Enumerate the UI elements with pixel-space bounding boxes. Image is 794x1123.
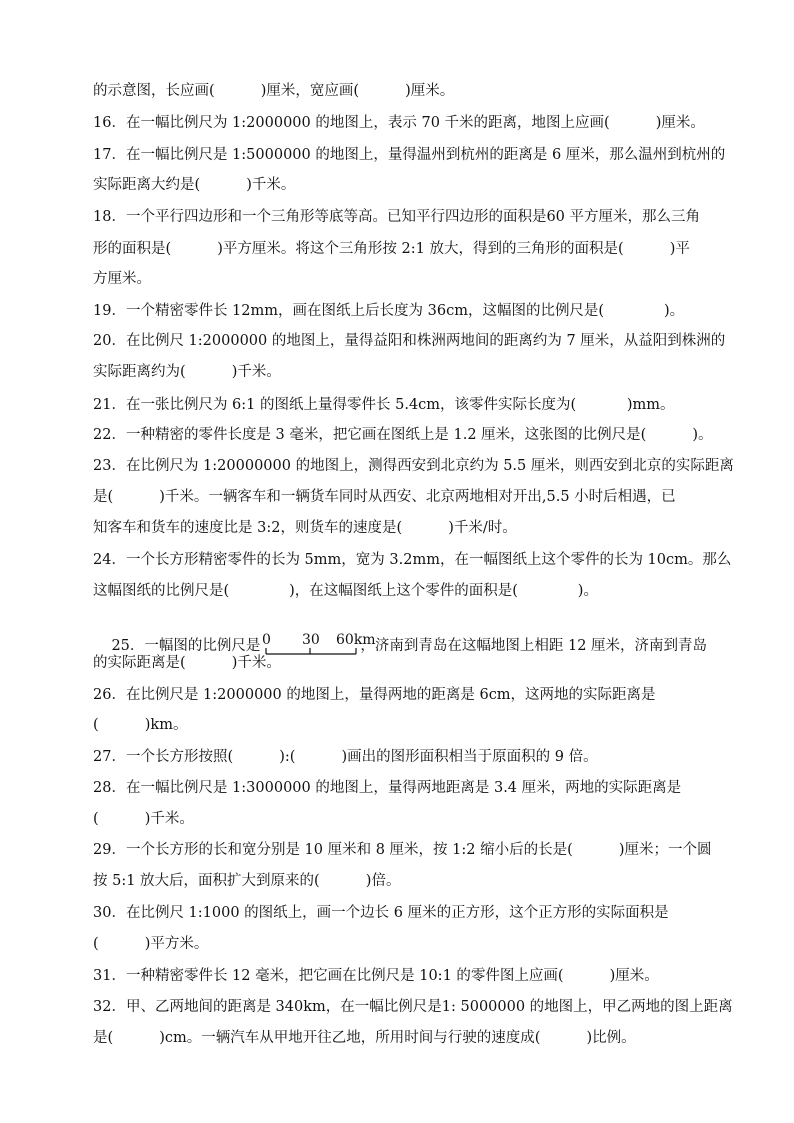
text-line: ( )千米。 bbox=[93, 811, 194, 827]
text-line: 按 5:1 放大后，面积扩大到原来的( )倍。 bbox=[93, 873, 401, 889]
question-32: 32．甲、乙两地间的距离是 340km，在一幅比例尺是1: 5000000 的地图上，甲乙两地的图上距离 bbox=[93, 999, 733, 1015]
text-line: 这幅图纸的比例尺是( )，在这幅图纸上这个零件的面积是( )。 bbox=[93, 583, 598, 599]
question-19: 19．一个精密零件长 12mm，画在图纸上后长度为 36cm，这幅图的比例尺是( )。 bbox=[93, 303, 685, 319]
text-line: 知客车和货车的速度比是 3:2，则货车的速度是( )千米/时。 bbox=[93, 520, 517, 536]
q25-suffix: ，济南到青岛在这幅地图上相距 12 厘米，济南到青岛 bbox=[360, 637, 708, 654]
text-line: 的示意图，长应画( )厘米，宽应画( )厘米。 bbox=[93, 83, 455, 99]
text-line: ( )km。 bbox=[93, 717, 188, 733]
text-line: 形的面积是( )平方厘米。将这个三角形按 2:1 放大，得到的三角形的面积是( )平 bbox=[93, 241, 690, 257]
question-20: 20．在比例尺 1:2000000 的地图上，量得益阳和株洲两地间的距离约为 7 厘米，从益阳到株洲的 bbox=[93, 333, 726, 349]
question-21: 21．在一张比例尺为 6:1 的图纸上量得零件长 5.4cm，该零件实际长度为( )mm。 bbox=[93, 397, 675, 413]
text-line: ( )平方米。 bbox=[93, 936, 209, 952]
scale-label-60km: 60km bbox=[336, 631, 376, 648]
question-30: 30．在比例尺 1:1000 的图纸上，画一个边长 6 厘米的正方形，这个正方形的实际面积是 bbox=[93, 905, 669, 921]
text-line: 是( )cm。一辆汽车从甲地开往乙地，所用时间与行驶的速度成( )比例。 bbox=[93, 1030, 636, 1046]
question-18: 18．一个平行四边形和一个三角形等底等高。已知平行四边形的面积是60 平方厘米，那么三角 bbox=[93, 209, 701, 225]
question-16: 16．在一幅比例尺为 1:2000000 的地图上，表示 70 千米的距离，地图上应画( )厘米。 bbox=[93, 115, 705, 131]
question-29: 29．一个长方形的长和宽分别是 10 厘米和 8 厘米，按 1:2 缩小后的长是( )厘米；一个圆 bbox=[93, 842, 712, 858]
question-24: 24．一个长方形精密零件的长为 5mm，宽为 3.2mm，在一幅图纸上这个零件的长为 10cm。那么 bbox=[93, 552, 732, 568]
text-line: 是( )千米。一辆客车和一辆货车同时从西安、北京两地相对开出,5.5 小时后相遇，已 bbox=[93, 489, 676, 505]
question-22: 22．一种精密的零件长度是 3 毫米，把它画在图纸上是 1.2 厘米，这张图的比例尺是( )。 bbox=[93, 427, 713, 443]
question-23: 23．在比例尺为 1:20000000 的地图上，测得西安到北京约为 5.5 厘米，则西安到北京的实际距离 bbox=[93, 458, 734, 474]
scale-label-30: 30 bbox=[302, 631, 321, 648]
question-17: 17．在一幅比例尺是 1:5000000 的地图上，量得温州到杭州的距离是 6 厘米，那么温州到杭州的 bbox=[93, 147, 726, 163]
q25-prefix: 25．一幅图的比例尺是 bbox=[111, 637, 261, 654]
scale-label-0: 0 bbox=[262, 631, 272, 648]
question-26: 26．在比例尺是 1:2000000 的地图上，量得两地的距离是 6cm，这两地的实际距离是 bbox=[93, 687, 656, 703]
question-28: 28．在一幅比例尺是 1:3000000 的地图上，量得两地距离是 3.4 厘米，两地的实际距离是 bbox=[93, 780, 682, 796]
text-line: 的实际距离是( )千米。 bbox=[93, 655, 281, 671]
text-line: 方厘米。 bbox=[93, 271, 151, 287]
question-31: 31．一种精密零件长 12 毫米，把它画在比例尺是 10:1 的零件图上应画( )厘米。 bbox=[93, 968, 659, 984]
text-line: 实际距离大约是( )千米。 bbox=[93, 177, 296, 193]
question-27: 27．一个长方形按照( ):( )画出的图形面积相当于原面积的 9 倍。 bbox=[93, 749, 598, 765]
text-line: 实际距离约为( )千米。 bbox=[93, 364, 281, 380]
